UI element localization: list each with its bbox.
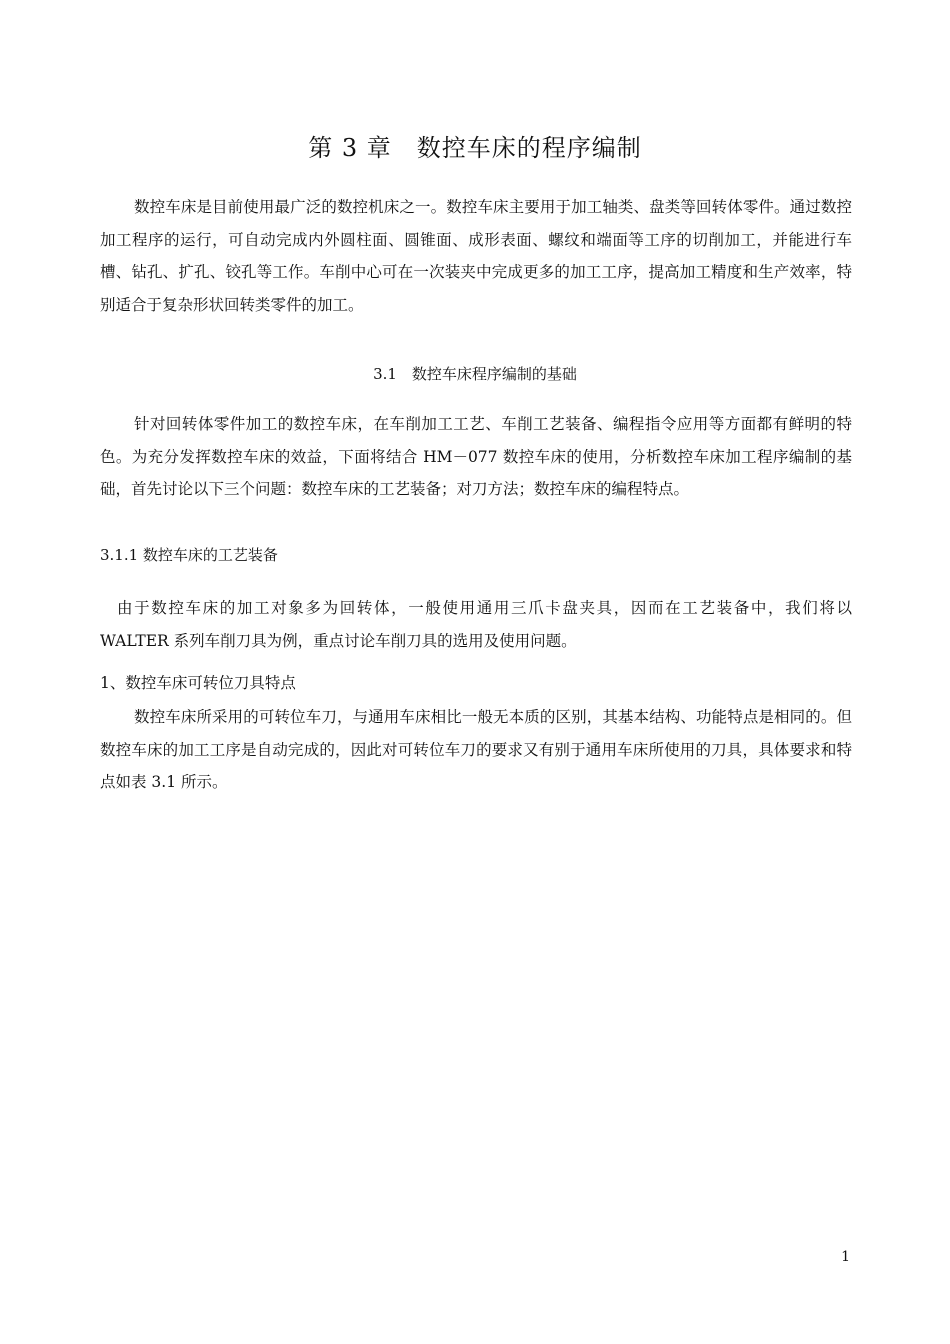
section-3-1-heading: 3.1 数控车床程序编制的基础 — [373, 365, 577, 383]
section-3-1-1-paragraph: 由于数控车床的加工对象多为回转体，一般使用通用三爪卡盘夹具，因而在工艺装备中，我们将以 WALTER 系列车削刀具为例，重点讨论车削刀具的选用及使用问题。 — [100, 599, 852, 650]
item-1-heading: 1、数控车床可转位刀具特点 — [100, 674, 296, 692]
section-3-1-paragraph: 针对回转体零件加工的数控车床，在车削加工工艺、车削工艺装备、编程指令应用等方面都有鲜明的特色。为充分发挥数控车床的效益，下面将结合 HM－077 数控车床的使用，分析数控车床加工程序编制的基础，首先讨论以下三个问题：数控车床的工艺装备；对刀方法；数控车床的编程特点。 — [100, 415, 852, 498]
section-3-1-1-heading: 3.1.1 数控车床的工艺装备 — [100, 546, 278, 564]
item-1-paragraph: 数控车床所采用的可转位车刀，与通用车床相比一般无本质的区别，其基本结构、功能特点是相同的。但数控车床的加工工序是自动完成的，因此对可转位车刀的要求又有别于通用车床所使用的刀具，具体要求和特点如表 3.1 所示。 — [100, 708, 852, 791]
chapter-title: 第 3 章 数控车床的程序编制 — [308, 134, 642, 162]
page-number: 1 — [841, 1249, 850, 1265]
intro-paragraph: 数控车床是目前使用最广泛的数控机床之一。数控车床主要用于加工轴类、盘类等回转体零件。通过数控加工程序的运行，可自动完成内外圆柱面、圆锥面、成形表面、螺纹和端面等工序的切削加工，并能进行车槽、钻孔、扩孔、铰孔等工作。车削中心可在一次装夹中完成更多的加工工序，提高加工精度和生产效率，特别适合于复杂形状回转类零件的加工。 — [100, 198, 852, 314]
